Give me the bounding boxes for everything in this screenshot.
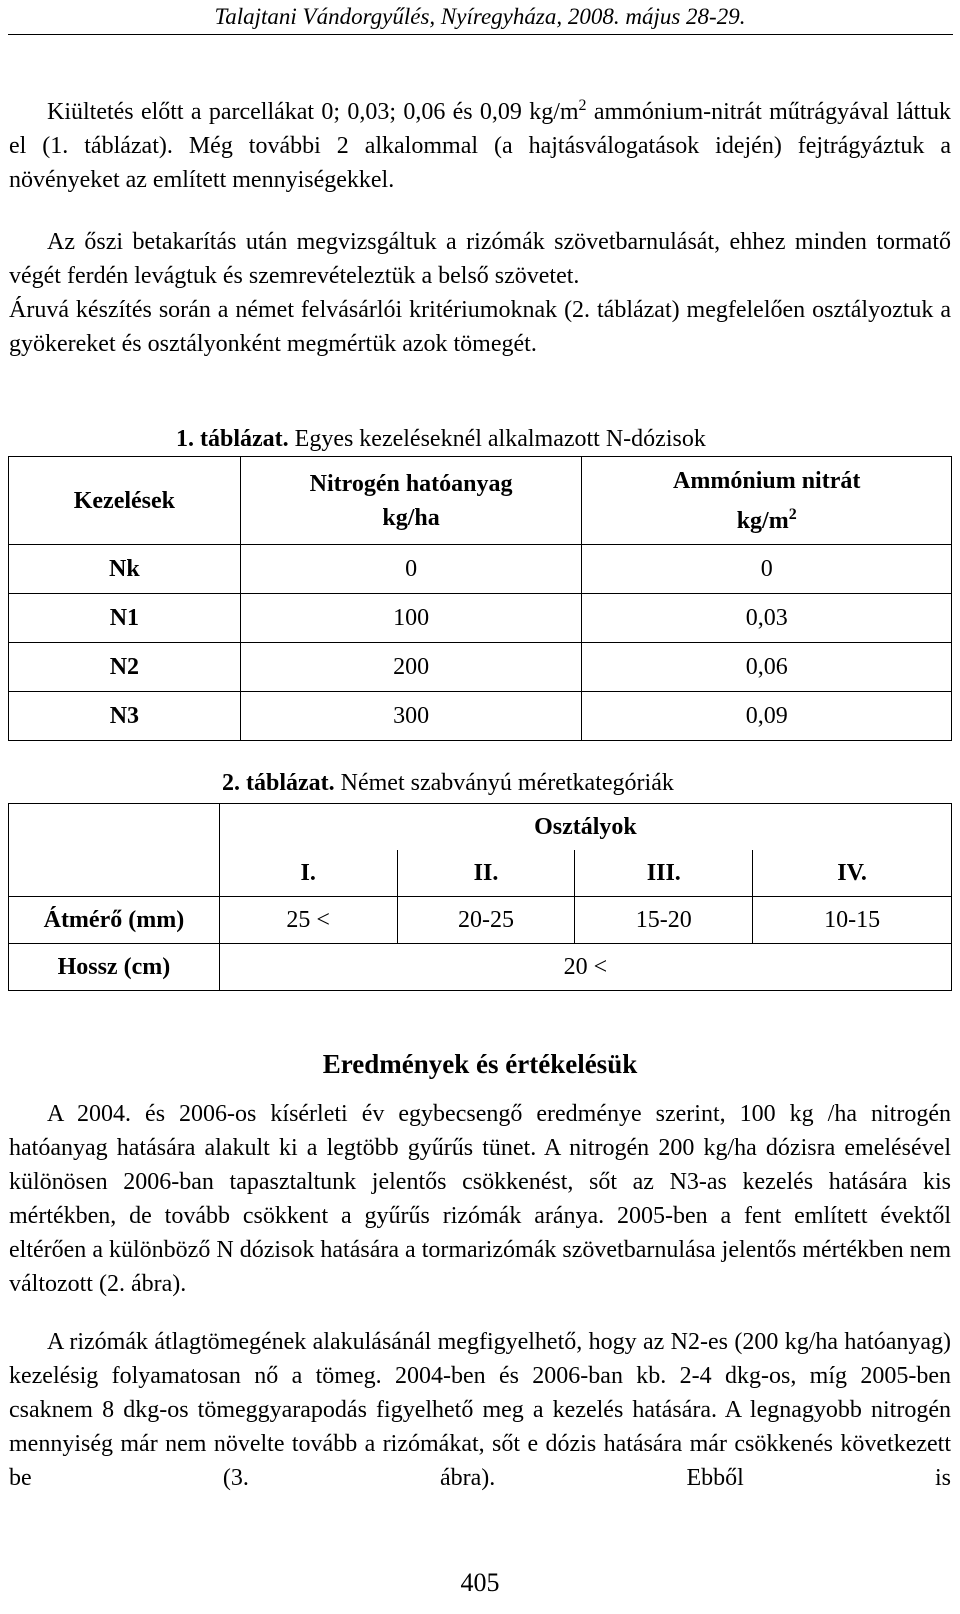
- intro-p1-text-c: műtrágyával láttuk el (1. táblázat). Még további 2 alkalommal (a hajtásválogatások idején) fejtrágyáztuk a növényeket az említett mennyiségekkel.: [9, 99, 951, 193]
- table1-header-ammonium: [582, 457, 952, 545]
- table1-header-ammonium-sup: 2: [788, 505, 797, 523]
- table2-class-label: III.: [575, 850, 753, 897]
- table1-caption-label: 1. táblázat.: [176, 426, 289, 452]
- table1-header-ammonium-line1: Ammónium nitrát: [673, 467, 861, 494]
- table1-cell-ammonium: 0,09: [582, 692, 952, 741]
- table1-caption-text: Egyes kezeléseknél alkalmazott N-dózisok: [288, 426, 706, 452]
- table2-diameter-value: 15-20: [575, 897, 753, 944]
- table-row: [9, 594, 952, 643]
- table2-class-label: I.: [219, 850, 397, 897]
- table1-header-ammonium-line2: kg/m: [736, 507, 789, 534]
- table1-header-nitrogen: [240, 457, 582, 545]
- table1-cell-treatment: N1: [9, 594, 241, 643]
- table1-cell-treatment: N3: [9, 692, 241, 741]
- table2-classes-header-row: [9, 804, 952, 851]
- table-row: [9, 692, 952, 741]
- table1-header-treatments: Kezelések: [9, 457, 241, 545]
- table1-cell-nitrogen: 0: [240, 545, 582, 594]
- table2-length-value: 20 <: [219, 944, 951, 991]
- table-row: [9, 643, 952, 692]
- table1-cell-treatment: Nk: [9, 545, 241, 594]
- table2-class-label: II.: [397, 850, 575, 897]
- table2-class-label: IV.: [753, 850, 952, 897]
- table-row: [9, 897, 952, 944]
- table2-corner-cell: [9, 804, 220, 897]
- table1-cell-ammonium: 0: [582, 545, 952, 594]
- table1-cell-ammonium: 0,03: [582, 594, 952, 643]
- table1-cell-nitrogen: 200: [240, 643, 582, 692]
- results-paragraph-1: A 2004. és 2006-os kísérleti év egybecsengő eredménye szerint, 100 kg /ha nitrogén hatóanyag hatására alakult ki a legtöbb gyűrűs tünet. A nitrogén 200 kg/ha dózisra emelésével különösen 2006-ban tapasztaltunk jelentős csökkenést, sőt az N3-as kezelés hatására kis mértékben, de tovább csökkent a gyűrűs rizómák aránya. 2005-ben a fent említett évektől eltérően a különböző N dózisok hatására a tormarizómák szövetbarnulása jelentős mértékben nem változott (2. ábra).: [9, 1101, 951, 1297]
- table2-caption-text: Német szabványú méretkategóriák: [334, 770, 674, 796]
- table1-cell-nitrogen: 100: [240, 594, 582, 643]
- intro-paragraph-1: [9, 89, 951, 197]
- intro-p1-text-a: Kiültetés előtt a parcellákat 0; 0,03; 0,06 és 0,09 kg/m: [47, 99, 579, 125]
- table2-diameter-label: Átmérő (mm): [9, 897, 220, 944]
- table2-diameter-value: 20-25: [397, 897, 575, 944]
- page-number: 405: [460, 1568, 500, 1597]
- table2-caption-label: 2. táblázat.: [222, 770, 335, 796]
- table-row: [9, 545, 952, 594]
- table-row: [9, 944, 952, 991]
- table2-diameter-value: 25 <: [219, 897, 397, 944]
- table1-caption: [176, 424, 706, 454]
- header-divider: [8, 34, 953, 35]
- table1-header-row: [9, 457, 952, 545]
- table2-caption: [222, 768, 674, 798]
- table2-length-label: Hossz (cm): [9, 944, 220, 991]
- table-n-doses: [8, 456, 952, 741]
- results-section-title: Eredmények és értékelésük: [322, 1049, 638, 1079]
- intro-p1-superscript: 2: [578, 97, 587, 114]
- results-paragraph-2: A rizómák átlagtömegének alakulásánál megfigyelhető, hogy az N2-es (200 kg/ha hatóanyag) kezelésig folyamatosan nő a tömeg. 2004-ben és 2006-ban kb. 2-4 dkg-os, míg 2005-ben csaknem 8 dkg-os tömeggyarapodás figyelhető meg a kezelés hatására. A legnagyobb nitrogén mennyiség már nem növelte tovább a rizómákat, sőt e dózis hatására már csökkenés következett be (3. ábra). Ebből is: [9, 1329, 951, 1491]
- intro-p1-text-b: ammónium-nitrát: [586, 99, 762, 125]
- table1-cell-nitrogen: 300: [240, 692, 582, 741]
- table1-cell-ammonium: 0,06: [582, 643, 952, 692]
- table1-header-nitrogen-line2: kg/ha: [382, 504, 440, 531]
- table2-diameter-value: 10-15: [753, 897, 952, 944]
- intro-paragraph-2: Az őszi betakarítás után megvizsgáltuk a rizómák szövetbarnulását, ehhez minden tormatő végét ferdén levágtuk és szemrevételeztük a belső szövetet.: [9, 229, 951, 289]
- running-header: Talajtani Vándorgyűlés, Nyíregyháza, 2008. május 28-29.: [214, 4, 746, 29]
- table1-header-nitrogen-line1: Nitrogén hatóanyag: [309, 470, 513, 497]
- table-size-categories: [8, 803, 952, 991]
- table2-classes-header: Osztályok: [219, 804, 951, 851]
- table1-cell-treatment: N2: [9, 643, 241, 692]
- intro-paragraph-3: Áruvá készítés során a német felvásárlói kritériumoknak (2. táblázat) megfelelően osztályoztuk a gyökereket és osztályonként megmértük azok tömegét.: [9, 297, 951, 357]
